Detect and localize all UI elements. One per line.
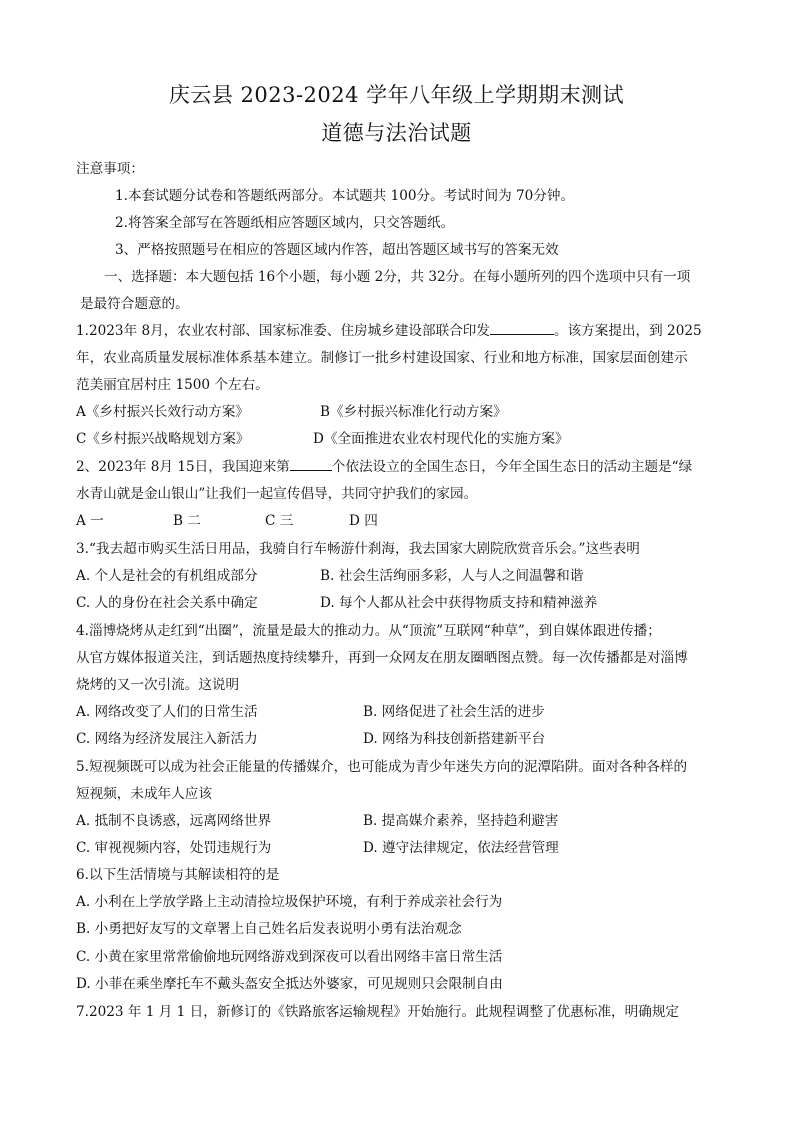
option-d: D. 遵守法律规定，依法经营管理 <box>363 840 559 856</box>
question-stem-text: 1.2023年 8月，农业农村部、国家标准委、住房城乡建设部联合印发 <box>76 323 490 339</box>
option-c: C. 小黄在家里常常偷偷地玩网络游戏到深夜可以看出网络丰富日常生活 <box>76 949 503 965</box>
option-a: A. 抵制不良诱惑，远离网络世界 <box>76 813 272 829</box>
option-a: A 一 <box>76 513 104 529</box>
option-c: C. 网络为经济发展注入新活力 <box>76 731 258 747</box>
question-stem-text: 个依法设立的全国生态日，今年全国生态日的活动主题是“绿 <box>331 459 693 475</box>
answer-blank <box>290 458 332 471</box>
question-stem-text: 。该方案提出，到 2025 <box>553 323 702 339</box>
question-2-stem <box>76 458 692 476</box>
option-c: C 三 <box>265 513 294 529</box>
question-stem-line: 年，农业高质量发展标准体系基本建立。制修订一批乡村建设国家、行业和地方标准，国家层面创建示 <box>76 350 688 366</box>
option-a: A. 小利在上学放学路上主动清捡垃圾保护环境，有利于养成亲社会行为 <box>76 894 503 910</box>
option-d: D. 每个人都从社会中获得物质支持和精神滋养 <box>320 595 598 611</box>
option-b: B《乡村振兴标准化行动方案》 <box>320 404 507 420</box>
notice-item: 1.本套试题分试卷和答题纸两部分。本试题共 100分。考试时间为 70分钟。 <box>115 188 575 204</box>
option-d: D《全面推进农业农村现代化的实施方案》 <box>313 431 569 447</box>
option-c: C. 人的身份在社会关系中确定 <box>76 595 258 611</box>
section-instruction: 一、选择题：本大题包括 16个小题，每小题 2分，共 32分。在每小题所列的四个选项中只有一项 <box>104 269 691 285</box>
option-c: C. 审视视频内容，处罚违规行为 <box>76 840 272 856</box>
question-stem-line: 范美丽宜居村庄 1500 个左右。 <box>76 377 269 393</box>
question-7-stem: 7.2023 年 1 月 1 日，新修订的《铁路旅客运输规程》开始施行。此规程调整了优惠标准，明确规定 <box>76 1004 680 1020</box>
option-b: B. 提高媒介素养，坚持趋利避害 <box>363 813 559 829</box>
question-5-stem: 5.短视频既可以成为社会正能量的传播媒介，也可能成为青少年迷失方向的泥潭陷阱。面对各种各样的 <box>76 759 688 775</box>
option-b: B. 网络促进了社会生活的进步 <box>363 704 545 720</box>
question-6-stem: 6.以下生活情境与其解读相符的是 <box>76 867 280 883</box>
question-4-stem: 4.淄博烧烤从走红到“出圈”，流量是最大的推动力。从“顶流”互联网“种草”，到自媒体跟进传播； <box>76 623 661 639</box>
section-instruction-cont: 是最符合题意的。 <box>80 296 189 312</box>
question-stem-text: 2、2023年 8月 15日，我国迎来第 <box>76 459 290 475</box>
notice-item: 2.将答案全部写在答题纸相应答题区域内，只交答题纸。 <box>115 215 455 231</box>
option-a: A. 个人是社会的有机组成部分 <box>76 568 258 584</box>
option-b: B. 社会生活绚丽多彩，人与人之间温馨和谐 <box>320 568 584 584</box>
exam-subtitle: 道德与法治试题 <box>321 121 472 145</box>
notice-item: 3、严格按照题号在相应的答题区域内作答，超出答题区域书写的答案无效 <box>115 242 559 258</box>
option-b: B 二 <box>173 513 201 529</box>
question-stem-line: 水青山就是金山银山”让我们一起宣传倡导，共同守护我们的家园。 <box>76 486 478 502</box>
question-3-stem: 3.“我去超市购买生活日用品，我骑自行车畅游什刹海，我去国家大剧院欣赏音乐会。”这些表明 <box>76 541 640 557</box>
option-b: B. 小勇把好友写的文章署上自己姓名后发表说明小勇有法治观念 <box>76 921 462 937</box>
question-stem-line: 从官方媒体报道关注，到话题热度持续攀升，再到一众网友在朋友圈晒图点赞。每一次传播都是对淄博 <box>76 650 688 666</box>
notice-heading: 注意事项： <box>76 161 144 177</box>
answer-blank <box>490 322 554 335</box>
question-stem-line: 烧烤的又一次引流。这说明 <box>76 677 240 693</box>
option-c: C《乡村振兴战略规划方案》 <box>76 431 250 447</box>
exam-title: 庆云县 2023-2024 学年八年级上学期期末测试 <box>168 83 625 107</box>
question-stem-line: 短视频，未成年人应该 <box>76 786 212 802</box>
option-d: D. 小菲在乘坐摩托车不戴头盔安全抵达外婆家，可见规则只会限制自由 <box>76 976 503 992</box>
question-1-stem <box>76 322 702 340</box>
option-d: D. 网络为科技创新搭建新平台 <box>363 731 546 747</box>
option-a: A《乡村振兴长效行动方案》 <box>76 404 249 420</box>
option-a: A. 网络改变了人们的日常生活 <box>76 704 258 720</box>
option-d: D 四 <box>349 513 378 529</box>
